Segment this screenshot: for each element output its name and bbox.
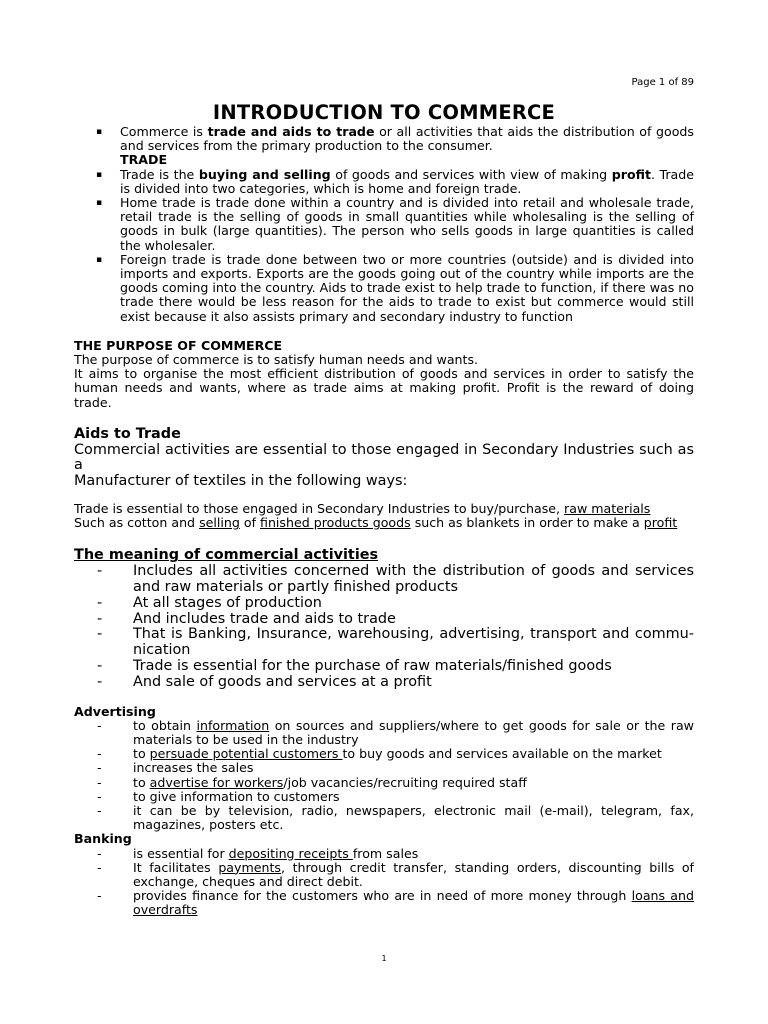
dash-marker: - [97, 610, 103, 627]
paragraph: Manufacturer of textiles in the following ways: [74, 473, 408, 490]
dash-marker: - [97, 673, 103, 690]
bullet-marker: ▪ [96, 198, 103, 209]
dash-marker: - [97, 626, 103, 643]
list-item: ▪ Trade is the buying and selling of goods and services with view of making profit. Trade is divided into two categories, which is home and foreign trade. [96, 166, 695, 196]
list-item: - And sale of goods and services at a profit [97, 673, 432, 690]
dash-marker: - [97, 746, 102, 762]
section-heading: Advertising [74, 703, 156, 719]
section-heading: Banking [74, 831, 132, 847]
list-item: ▪ Foreign trade is trade done between two or more countries (outside) and is divided into imports and exports. Exports are the goods going out of the country while imports are the goods coming into the country. Aids to trade exist to help trade to function, if there was no trade there would be less reason for the aids to trade to exist but commerce would still exist because it also assists primary and secondary industry to function [96, 251, 694, 324]
dash-marker: - [97, 788, 102, 804]
paragraph: Trade is essential to those engaged in Secondary Industries to buy/purchase, raw materials [74, 501, 651, 517]
dash-marker: - [97, 717, 102, 733]
dash-marker: - [97, 658, 103, 675]
footer-page-number: 1 [381, 954, 387, 963]
list-item: - Includes all activities concerned with the distribution of goods and services and raw materials or partly finished products [97, 563, 694, 596]
dash-marker: - [97, 888, 102, 904]
bullet-marker: ▪ [96, 169, 103, 180]
list-item: - And includes trade and aids to trade [97, 610, 396, 627]
paragraph: The purpose of commerce is to satisfy human needs and wants. [74, 352, 479, 368]
trade-heading: TRADE [120, 152, 168, 168]
paragraph: Commercial activities are essential to those engaged in Secondary Industries such as a [74, 441, 694, 474]
page-label: Page 1 of 89 [631, 77, 694, 88]
bullet-marker: ▪ [96, 127, 103, 137]
section-heading: THE PURPOSE OF COMMERCE [74, 337, 283, 353]
list-item: - to give information to customers [97, 788, 340, 804]
list-item: ▪ Commerce is trade and aids to trade or all activities that aids the distribution of goods and services from the primary production to the consumer. [96, 124, 694, 154]
list-item: - to advertise for workers/job vacancies/recruiting required staff [97, 774, 527, 790]
page-title: INTRODUCTION TO COMMERCE [212, 101, 556, 124]
list-item: - provides finance for the customers who are in need of more money through loans and overdrafts [97, 888, 694, 918]
list-item: - It facilitates payments, through credit transfer, standing orders, discounting bills of exchange, cheques and direct debit. [97, 859, 694, 890]
dash-marker: - [97, 594, 103, 611]
list-item: - That is Banking, Insurance, warehousing, advertising, transport and commu-nication [97, 626, 694, 659]
bullet-marker: ▪ [96, 254, 103, 265]
list-item: - At all stages of production [97, 594, 322, 611]
section-heading: Aids to Trade [74, 425, 181, 442]
list-item: - to obtain information on sources and suppliers/where to get goods for sale or the raw materials to be used in the industry [97, 717, 694, 748]
paragraph: Such as cotton and selling of finished products goods such as blankets in order to make a profit [74, 515, 678, 531]
paragraph: It aims to organise the most efficient distribution of goods and services in order to satisfy the human needs and wants, where as trade aims at making profit. Profit is the reward of doing trade. [74, 366, 694, 410]
dash-marker: - [97, 760, 102, 776]
list-item: - to persuade potential customers to buy goods and services available on the market [97, 746, 662, 762]
list-item: - Trade is essential for the purchase of raw materials/finished goods [97, 658, 612, 675]
dash-marker: - [97, 803, 102, 819]
list-item: - increases the sales [97, 760, 254, 776]
list-item: ▪ Home trade is trade done within a country and is divided into retail and wholesale trade, retail trade is the selling of goods in small quantities while wholesaling is the selling of goods in bulk (large quantities). The person who sells goods in large quantities is called the wholesaler. [96, 195, 694, 253]
dash-marker: - [97, 774, 102, 790]
document-body [74, 125, 694, 918]
list-item: - it can be by television, radio, newspapers, electronic mail (e-mail), telegram, fax, magazines, posters etc. [97, 803, 694, 833]
section-heading: The meaning of commercial activities [74, 547, 379, 564]
dash-marker: - [97, 845, 102, 861]
dash-marker: - [97, 859, 102, 875]
list-item: - is essential for depositing receipts from sales [97, 845, 419, 861]
dash-marker: - [97, 563, 103, 580]
